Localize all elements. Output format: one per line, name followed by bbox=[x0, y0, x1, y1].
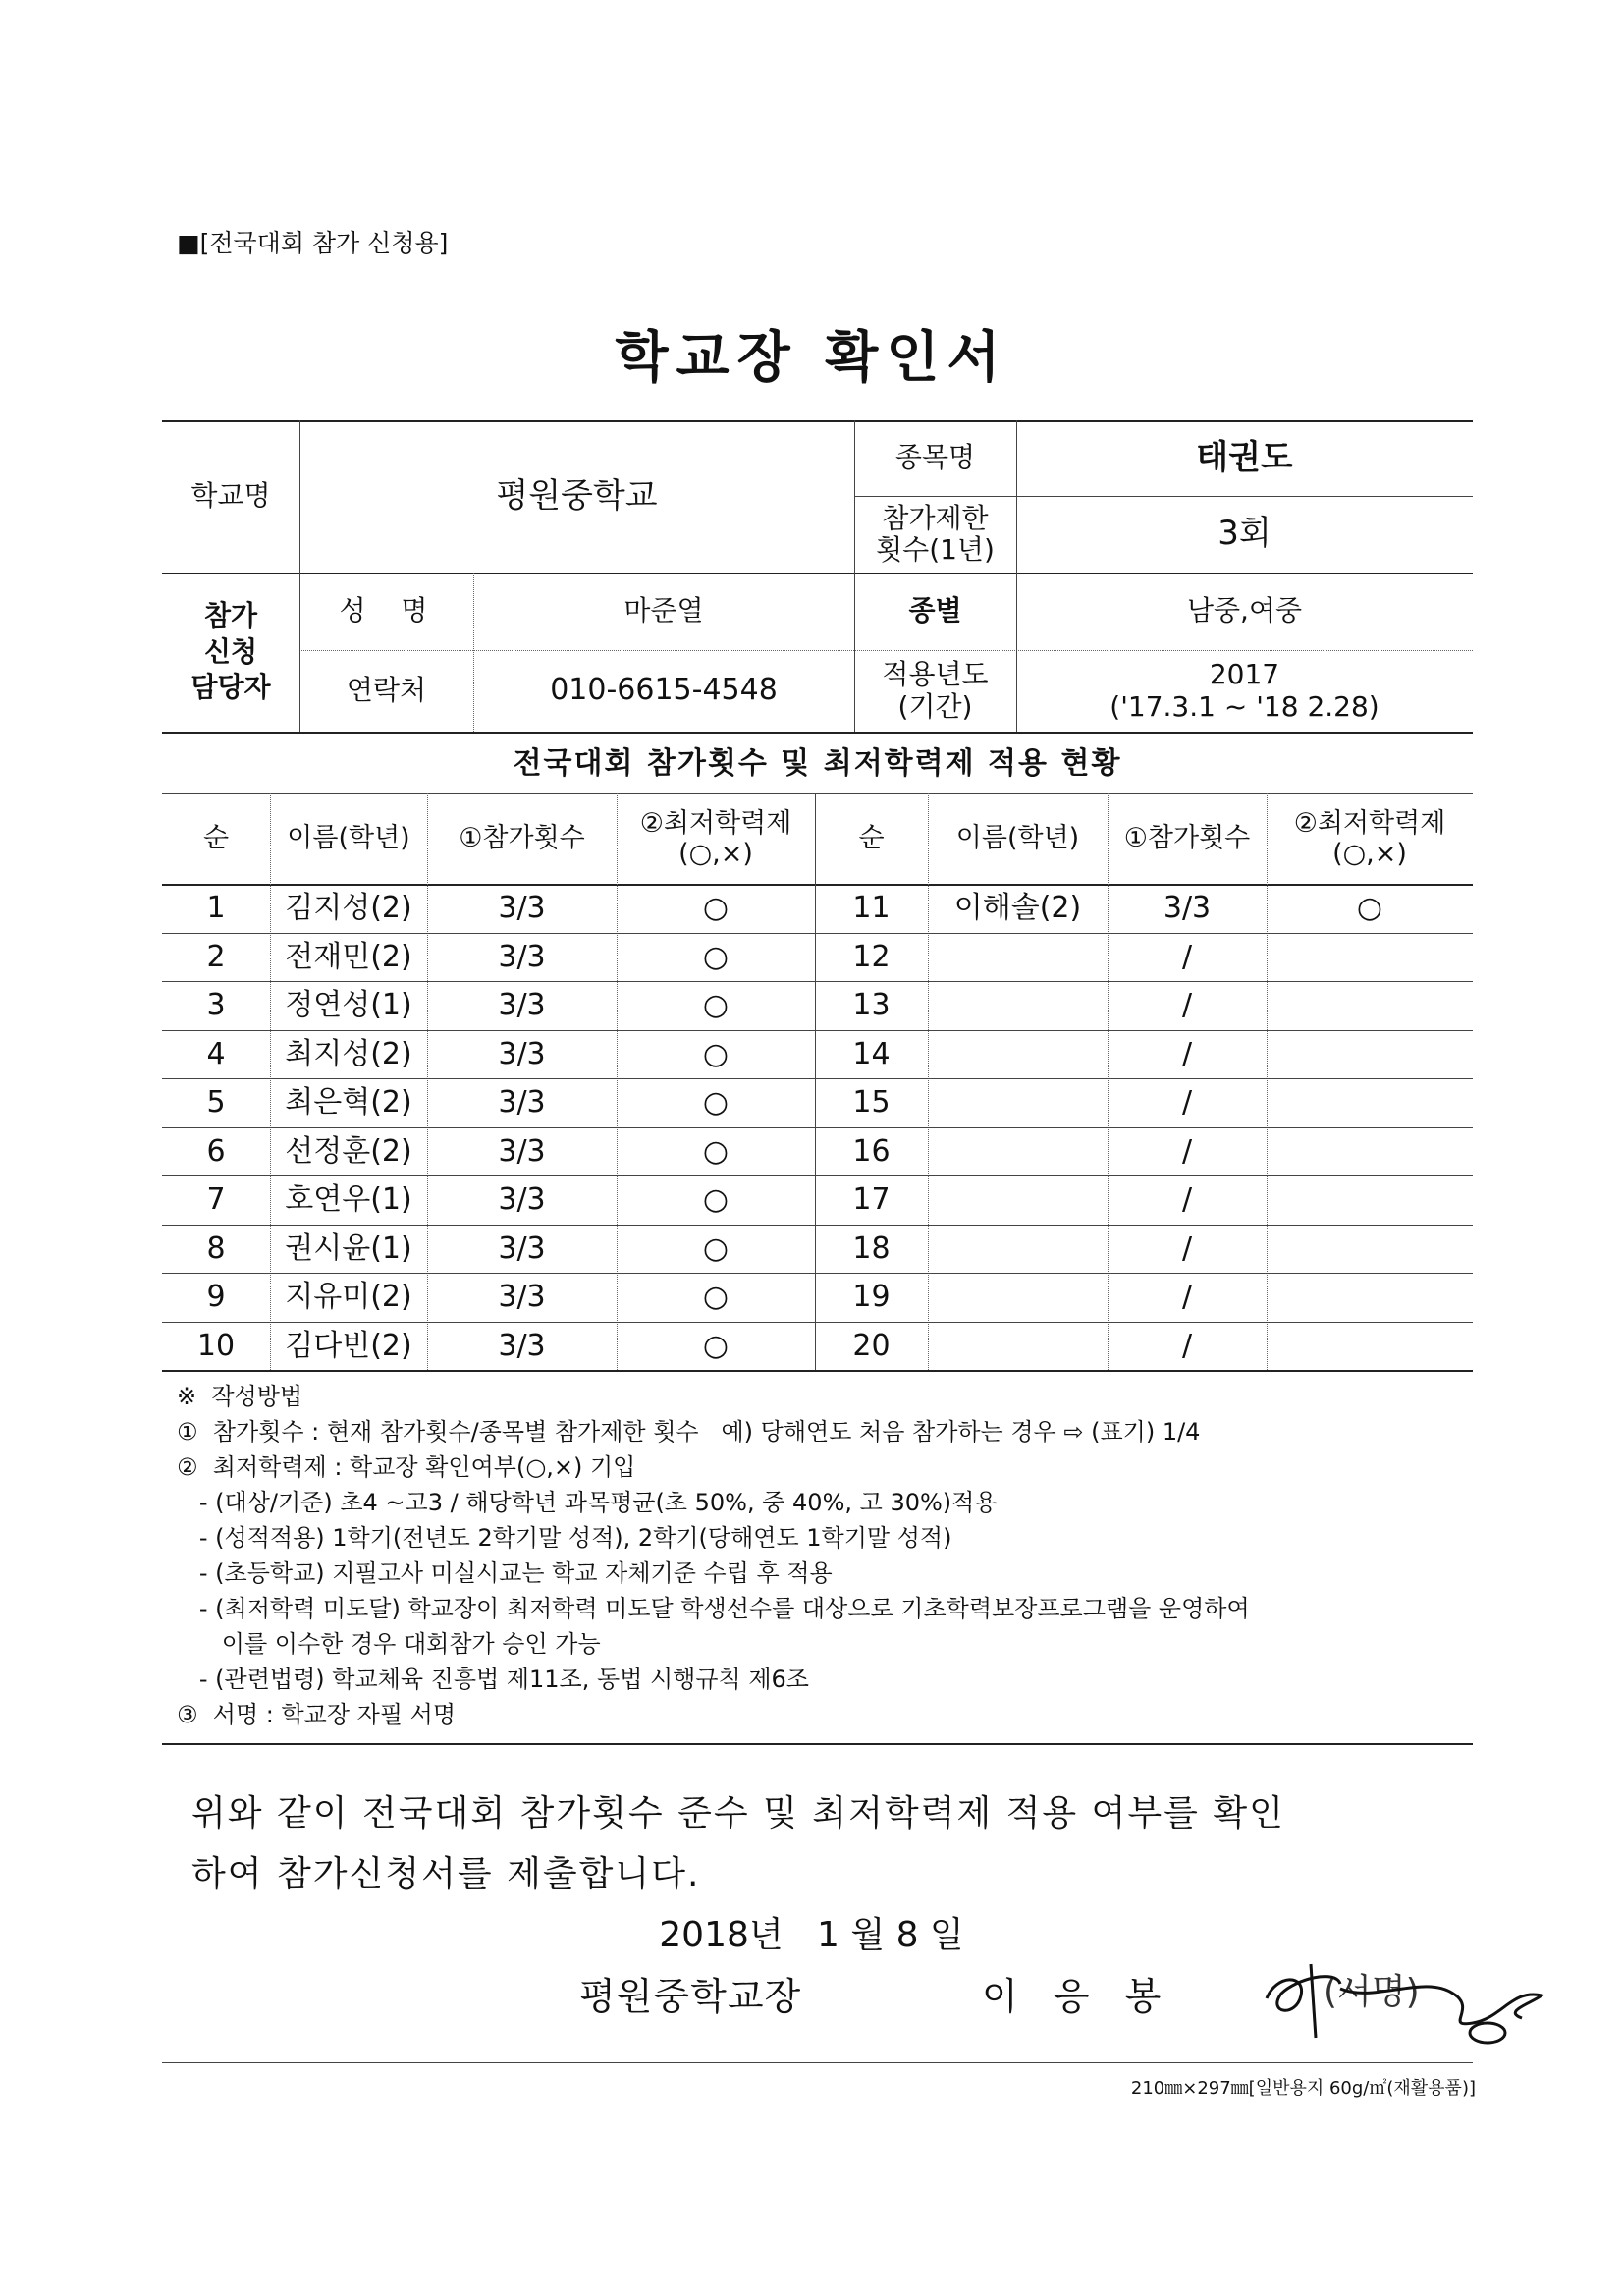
status-cell-name: 지유미(2) bbox=[285, 1279, 412, 1314]
status-header-count: ①참가횟수 bbox=[1123, 823, 1251, 854]
status-cell-no: 11 bbox=[852, 890, 891, 925]
status-cell-no: 4 bbox=[206, 1036, 226, 1071]
status-cell-min: ○ bbox=[702, 1230, 730, 1266]
status-cell-no: 1 bbox=[206, 890, 226, 925]
status-cell-name: 정연성(1) bbox=[285, 987, 412, 1022]
school-value: 평원중학교 bbox=[496, 475, 658, 516]
status-cell-min: ○ bbox=[702, 1036, 730, 1071]
status-cell-count: 3/3 bbox=[498, 939, 546, 974]
signature-label: (서명) bbox=[1324, 1972, 1420, 2012]
status-cell-no: 7 bbox=[206, 1181, 226, 1217]
year-label-line1: 적용년도 bbox=[882, 658, 989, 691]
status-cell-no: 19 bbox=[852, 1279, 891, 1314]
manager-label-line1: 참가 bbox=[203, 599, 258, 632]
status-cell-min bbox=[1267, 1273, 1473, 1322]
principal-name: 이 응 봉 bbox=[982, 1975, 1173, 2018]
status-cell-count: / bbox=[1181, 1328, 1193, 1363]
status-header-min-line1: ②최저학력제 bbox=[639, 807, 792, 839]
manager-label bbox=[162, 573, 299, 732]
status-cell-count: 3/3 bbox=[498, 1230, 546, 1266]
status-cell-min: ○ bbox=[702, 1084, 730, 1120]
category-label: 종별 bbox=[908, 594, 962, 628]
event-label: 종목명 bbox=[894, 441, 976, 474]
status-header-min bbox=[1267, 793, 1473, 884]
status-cell-name: 선정훈(2) bbox=[285, 1133, 412, 1169]
status-cell-min: ○ bbox=[702, 1181, 730, 1217]
status-cell-no: 18 bbox=[852, 1230, 891, 1266]
status-cell-no: 2 bbox=[206, 939, 226, 974]
status-header-count: ①참가횟수 bbox=[459, 823, 585, 854]
status-cell-name bbox=[928, 1030, 1108, 1079]
year-value bbox=[1016, 650, 1473, 732]
status-cell-min bbox=[1267, 981, 1473, 1030]
status-header-min bbox=[617, 793, 815, 884]
status-cell-count: 3/3 bbox=[498, 1133, 546, 1169]
handwritten-signature bbox=[1247, 1935, 1561, 2052]
status-header-no: 순 bbox=[858, 823, 885, 854]
status-cell-no: 16 bbox=[852, 1133, 891, 1169]
status-cell-min: ○ bbox=[702, 1279, 730, 1314]
footer-line bbox=[162, 2062, 1473, 2063]
manager-label-line3: 담당자 bbox=[190, 671, 271, 704]
status-header-name: 이름(학년) bbox=[955, 823, 1080, 854]
contact-label: 연락처 bbox=[346, 674, 427, 707]
status-cell-count: 3/3 bbox=[498, 1036, 546, 1071]
status-cell-min: ○ bbox=[702, 1328, 730, 1363]
paper-spec: 210㎜×297㎜[일반용지 60g/㎡(재활용품)] bbox=[1130, 2078, 1476, 2099]
status-cell-min bbox=[1267, 933, 1473, 982]
form-tag: ■[전국대회 참가 신청용] bbox=[177, 229, 449, 257]
status-cell-min bbox=[1267, 1322, 1473, 1371]
note-line: - (관련법령) 학교체육 진흥법 제11조, 동법 시행규칙 제6조 bbox=[177, 1666, 809, 1693]
status-cell-count: 3/3 bbox=[498, 1328, 546, 1363]
status-cell-min: ○ bbox=[1356, 890, 1383, 925]
limit-value: 3회 bbox=[1217, 514, 1271, 554]
name-label: 성 명 bbox=[339, 594, 434, 628]
status-cell-name: 전재민(2) bbox=[285, 939, 412, 974]
notes-bottom-border bbox=[162, 1743, 1473, 1745]
note-line: - (초등학교) 지필고사 미실시교는 학교 자체기준 수립 후 적용 bbox=[177, 1559, 833, 1587]
contact-value: 010-6615-4548 bbox=[550, 673, 778, 708]
note-line: ① 참가횟수 : 현재 참가횟수/종목별 참가제한 횟수 예) 당해연도 처음 참가하는 경우 ⇨ (표기) 1/4 bbox=[177, 1418, 1201, 1446]
note-line: - (최저학력 미도달) 학교장이 최저학력 미도달 학생선수를 대상으로 기초학력보장프로그램을 운영하여 bbox=[177, 1595, 1250, 1622]
status-header-min-line1: ②최저학력제 bbox=[1293, 807, 1446, 839]
limit-label bbox=[854, 496, 1016, 573]
status-cell-name: 김지성(2) bbox=[285, 890, 412, 925]
status-cell-min bbox=[1267, 1225, 1473, 1274]
note-line: ※ 작성방법 bbox=[177, 1383, 303, 1410]
status-cell-name: 김다빈(2) bbox=[285, 1328, 412, 1363]
status-cell-name bbox=[928, 1127, 1108, 1176]
note-line: ② 최저학력제 : 학교장 확인여부(○,×) 기입 bbox=[177, 1453, 636, 1481]
school-label: 학교명 bbox=[190, 479, 271, 513]
principal-title: 평원중학교장 bbox=[579, 1975, 802, 2018]
status-cell-count: 3/3 bbox=[498, 987, 546, 1022]
status-cell-no: 17 bbox=[852, 1181, 891, 1217]
note-line: ③ 서명 : 학교장 자필 서명 bbox=[177, 1701, 457, 1728]
manager-label-line2: 신청 bbox=[203, 634, 258, 668]
status-cell-no: 12 bbox=[852, 939, 891, 974]
status-cell-min: ○ bbox=[702, 939, 730, 974]
declaration-date: 2018년 1 월 8 일 bbox=[659, 1915, 964, 1955]
status-cell-min bbox=[1267, 1078, 1473, 1127]
status-cell-count: / bbox=[1181, 1133, 1193, 1169]
status-cell-name: 이해솔(2) bbox=[953, 890, 1082, 925]
status-cell-count: 3/3 bbox=[1163, 890, 1212, 925]
status-cell-count: / bbox=[1181, 939, 1193, 974]
status-cell-no: 14 bbox=[852, 1036, 891, 1071]
year-label-line2: (기간) bbox=[897, 689, 973, 723]
status-cell-no: 13 bbox=[852, 987, 891, 1022]
status-cell-no: 10 bbox=[196, 1328, 236, 1363]
status-cell-count: / bbox=[1181, 1279, 1193, 1314]
status-cell-no: 15 bbox=[852, 1084, 891, 1120]
document-title: 학교장 확인서 bbox=[615, 326, 1008, 390]
note-line: - (대상/기준) 초4 ~고3 / 해당학년 과목평균(초 50%, 중 40%, 고 30%)적용 bbox=[177, 1489, 998, 1516]
status-cell-count: / bbox=[1181, 1036, 1193, 1071]
status-cell-count: / bbox=[1181, 1230, 1193, 1266]
status-cell-min bbox=[1267, 1127, 1473, 1176]
status-cell-no: 6 bbox=[206, 1133, 226, 1169]
status-cell-name: 최지성(2) bbox=[285, 1036, 412, 1071]
year-label bbox=[854, 650, 1016, 732]
status-cell-name bbox=[928, 1225, 1108, 1274]
status-cell-name bbox=[928, 1078, 1108, 1127]
status-cell-count: 3/3 bbox=[498, 1084, 546, 1120]
status-cell-min bbox=[1267, 1175, 1473, 1225]
year-value-year: 2017 bbox=[1209, 658, 1280, 691]
status-cell-name bbox=[928, 933, 1108, 982]
status-header-no: 순 bbox=[202, 823, 230, 854]
status-cell-name bbox=[928, 1175, 1108, 1225]
status-cell-name: 호연우(1) bbox=[285, 1181, 412, 1217]
note-line: 이를 이수한 경우 대회참가 승인 가능 bbox=[177, 1630, 601, 1658]
status-cell-count: / bbox=[1181, 1181, 1193, 1217]
status-cell-name bbox=[928, 1273, 1108, 1322]
note-line: - (성적적용) 1학기(전년도 2학기말 성적), 2학기(당해연도 1학기말 성적) bbox=[177, 1524, 952, 1552]
status-cell-no: 8 bbox=[206, 1230, 226, 1266]
limit-label-line1: 참가제한 bbox=[882, 501, 989, 534]
status-cell-min: ○ bbox=[702, 1133, 730, 1169]
status-cell-no: 9 bbox=[206, 1279, 226, 1314]
year-value-period: ('17.3.1 ~ '18 2.28) bbox=[1109, 689, 1380, 723]
status-cell-name: 최은혁(2) bbox=[285, 1084, 412, 1120]
event-value: 태권도 bbox=[1196, 437, 1293, 477]
status-cell-count: 3/3 bbox=[498, 890, 546, 925]
limit-label-line2: 횟수(1년) bbox=[876, 533, 995, 566]
status-cell-min: ○ bbox=[702, 890, 730, 925]
status-cell-no: 20 bbox=[852, 1328, 891, 1363]
status-cell-no: 5 bbox=[206, 1084, 226, 1120]
status-cell-count: / bbox=[1181, 1084, 1193, 1120]
status-cell-count: 3/3 bbox=[498, 1279, 546, 1314]
category-value: 남중,여중 bbox=[1186, 594, 1303, 628]
declaration-line-1: 위와 같이 전국대회 참가횟수 준수 및 최저학력제 적용 여부를 확인 bbox=[191, 1793, 1285, 1833]
info-table-bottom-border bbox=[162, 732, 1473, 734]
status-cell-name: 권시윤(1) bbox=[285, 1230, 412, 1266]
status-header-min-line2: (○,×) bbox=[1332, 839, 1407, 869]
status-cell-min bbox=[1267, 1030, 1473, 1079]
status-header-name: 이름(학년) bbox=[287, 823, 410, 854]
declaration-line-2: 하여 참가신청서를 제출합니다. bbox=[191, 1854, 701, 1894]
name-value: 마준열 bbox=[623, 594, 704, 628]
status-title: 전국대회 참가횟수 및 최저학력제 적용 현황 bbox=[513, 746, 1122, 781]
status-cell-count: 3/3 bbox=[498, 1181, 546, 1217]
status-cell-no: 3 bbox=[206, 987, 226, 1022]
status-cell-name bbox=[928, 981, 1108, 1030]
status-cell-name bbox=[928, 1322, 1108, 1371]
status-cell-count: / bbox=[1181, 987, 1193, 1022]
status-cell-min: ○ bbox=[702, 987, 730, 1022]
status-header-min-line2: (○,×) bbox=[678, 839, 753, 869]
